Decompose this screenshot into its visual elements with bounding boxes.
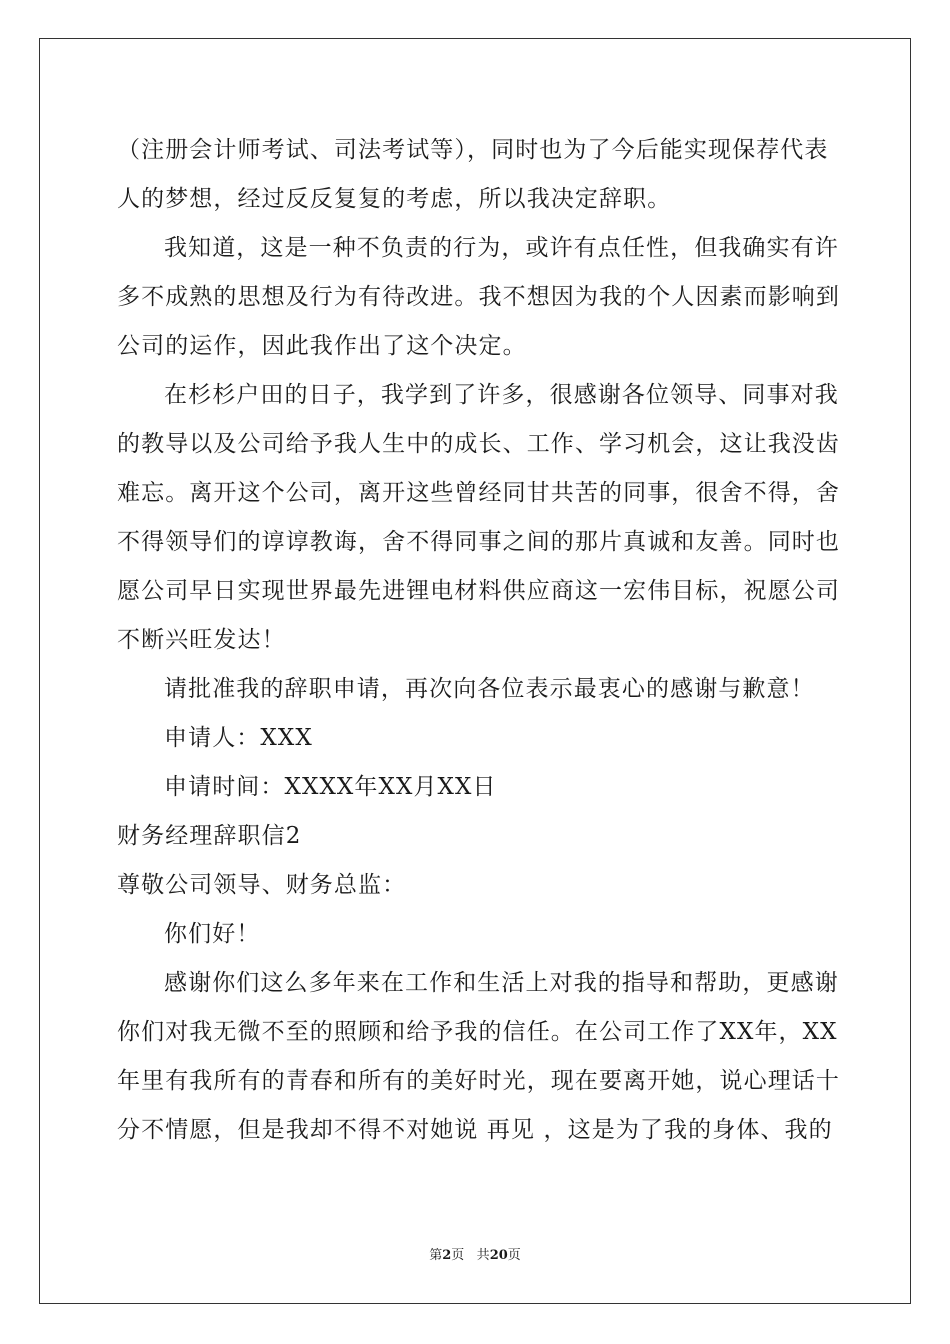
footer-total-prefix: 共 bbox=[476, 1248, 490, 1263]
document-body bbox=[117, 126, 840, 1155]
text-line: 你们好！ bbox=[164, 921, 261, 947]
footer-page-number: 2 bbox=[442, 1248, 452, 1263]
text-line: 多不成熟的思想及行为有待改进。我不想因为我的个人因素而影响到 bbox=[117, 284, 840, 310]
text-line: 请批准我的辞职申请，再次向各位表示最衷心的感谢与歉意！ bbox=[164, 676, 815, 702]
text-line: 愿公司早日实现世界最先进锂电材料供应商这一宏伟目标，祝愿公司 bbox=[117, 578, 840, 604]
text-line: 的教导以及公司给予我人生中的成长、工作、学习机会，这让我没齿 bbox=[117, 431, 840, 457]
page-footer bbox=[0, 1246, 950, 1266]
text-line: 人的梦想，经过反反复复的考虑，所以我决定辞职。 bbox=[117, 186, 672, 212]
text-line: 申请时间：XXXX年XX月XX日 bbox=[164, 774, 497, 800]
text-line: （注册会计师考试、司法考试等），同时也为了今后能实现保荐代表 bbox=[117, 137, 829, 163]
text-line: 财务经理辞职信2 bbox=[117, 823, 302, 849]
text-line: 尊敬公司领导、财务总监： bbox=[117, 872, 407, 898]
text-line: 分不情愿，但是我却不得不对她说 再见 ，这是为了我的身体、我的 bbox=[117, 1117, 833, 1143]
text-line: 难忘。离开这个公司，离开这些曾经同甘共苦的同事，很舍不得，舍 bbox=[117, 480, 840, 506]
footer-page-suffix: 页 bbox=[451, 1248, 465, 1263]
text-line: 你们对我无微不至的照顾和给予我的信任。在公司工作了XX年，XX bbox=[117, 1019, 838, 1045]
text-line: 申请人：XXX bbox=[164, 725, 313, 751]
text-line: 在杉杉户田的日子，我学到了许多，很感谢各位领导、同事对我 bbox=[164, 382, 839, 408]
text-line: 不得领导们的谆谆教诲，舍不得同事之间的那片真诚和友善。同时也 bbox=[117, 529, 840, 555]
text-line: 感谢你们这么多年来在工作和生活上对我的指导和帮助，更感谢 bbox=[164, 970, 839, 996]
text-line: 年里有我所有的青春和所有的美好时光，现在要离开她，说心理话十 bbox=[117, 1068, 840, 1094]
footer-page-prefix: 第 bbox=[429, 1248, 443, 1263]
footer-total-suffix: 页 bbox=[507, 1248, 521, 1263]
text-line: 不断兴旺发达！ bbox=[117, 627, 286, 653]
footer-total-pages: 20 bbox=[489, 1248, 508, 1263]
text-line: 公司的运作，因此我作出了这个决定。 bbox=[117, 333, 527, 359]
text-line: 我知道，这是一种不负责的行为，或许有点任性，但我确实有许 bbox=[164, 235, 839, 261]
